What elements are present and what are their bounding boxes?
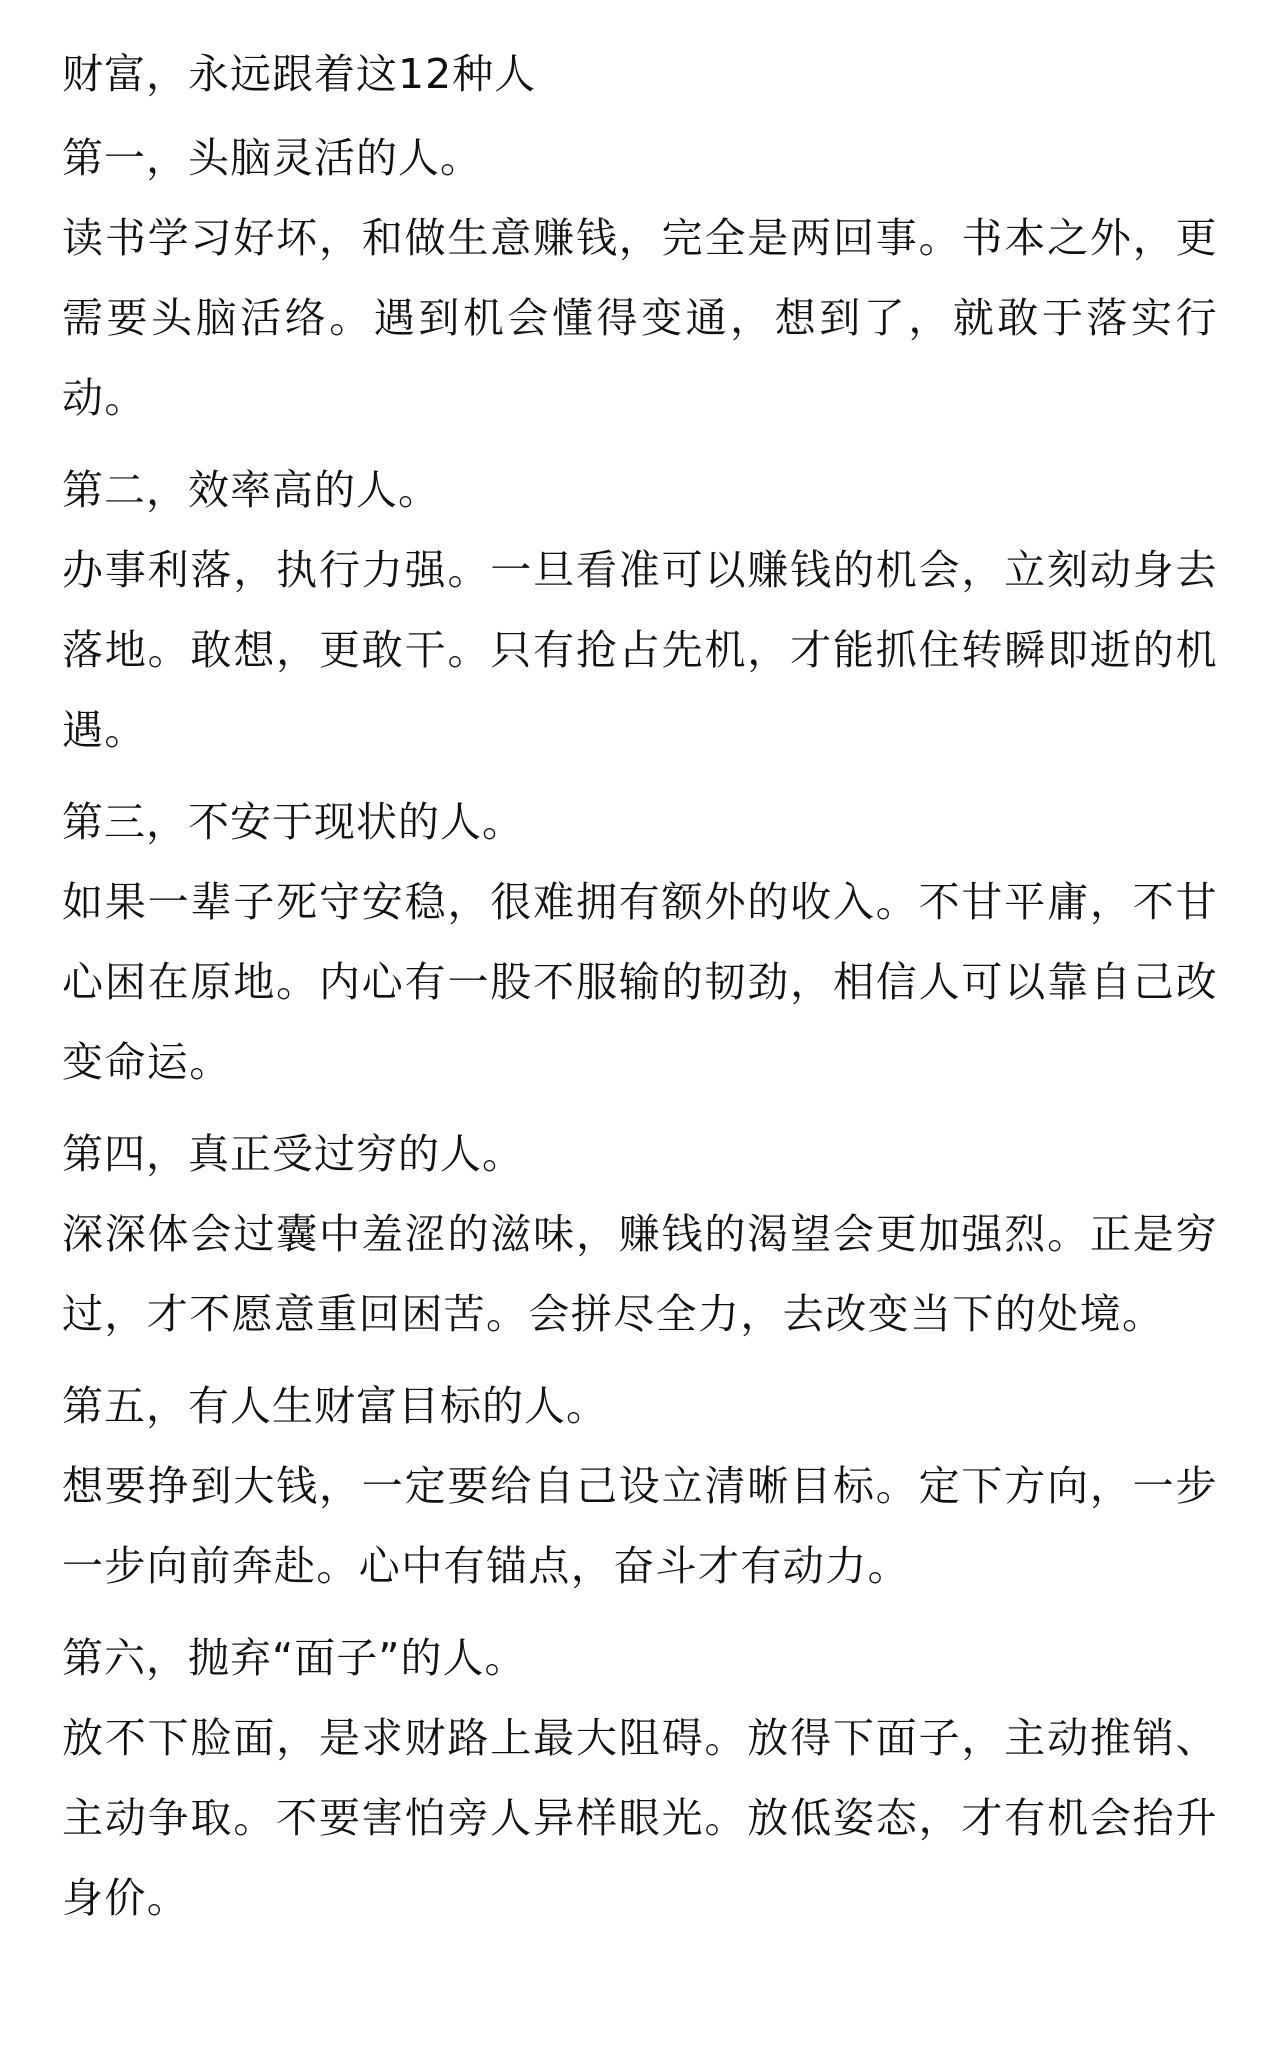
section-heading: 第四，真正受过穷的人。: [62, 1130, 524, 1178]
section-body: 办事利落，执行力强。一旦看准可以赚钱的机会，立刻动身去落地。敢想，更敢干。只有抢占先机，才能抓住转瞬即逝的机遇。: [62, 546, 1218, 754]
section-6: [62, 1630, 1218, 1938]
section-heading: 第一，头脑灵活的人。: [62, 134, 482, 182]
section-4: [62, 1126, 1218, 1354]
section-body: 想要挣到大钱，一定要给自己设立清晰目标。定下方向，一步一步向前奔赴。心中有锚点，奋斗才有动力。: [62, 1462, 1218, 1590]
section-body: 放不下脸面，是求财路上最大阻碍。放得下面子，主动推销、主动争取。不要害怕旁人异样眼光。放低姿态，才有机会抬升身价。: [62, 1714, 1218, 1922]
section-heading: 第三，不安于现状的人。: [62, 798, 524, 846]
section-heading: 第五，有人生财富目标的人。: [62, 1382, 608, 1430]
section-heading: 第二，效率高的人。: [62, 466, 440, 514]
section-5: [62, 1378, 1218, 1606]
section-body: 读书学习好坏，和做生意赚钱，完全是两回事。书本之外，更需要头脑活络。遇到机会懂得变通，想到了，就敢于落实行动。: [62, 214, 1218, 422]
section-heading: 第六，抛弃“面子”的人。: [62, 1634, 527, 1682]
section-body: 深深体会过囊中羞涩的滋味，赚钱的渴望会更加强烈。正是穷过，才不愿意重回困苦。会拼尽全力，去改变当下的处境。: [62, 1210, 1218, 1338]
section-3: [62, 794, 1218, 1102]
section-body: 如果一辈子死守安稳，很难拥有额外的收入。不甘平庸，不甘心困在原地。内心有一股不服输的韧劲，相信人可以靠自己改变命运。: [62, 878, 1218, 1086]
section-2: [62, 462, 1218, 770]
article-title: 财富，永远跟着这12种人: [62, 50, 537, 98]
section-1: [62, 130, 1218, 438]
